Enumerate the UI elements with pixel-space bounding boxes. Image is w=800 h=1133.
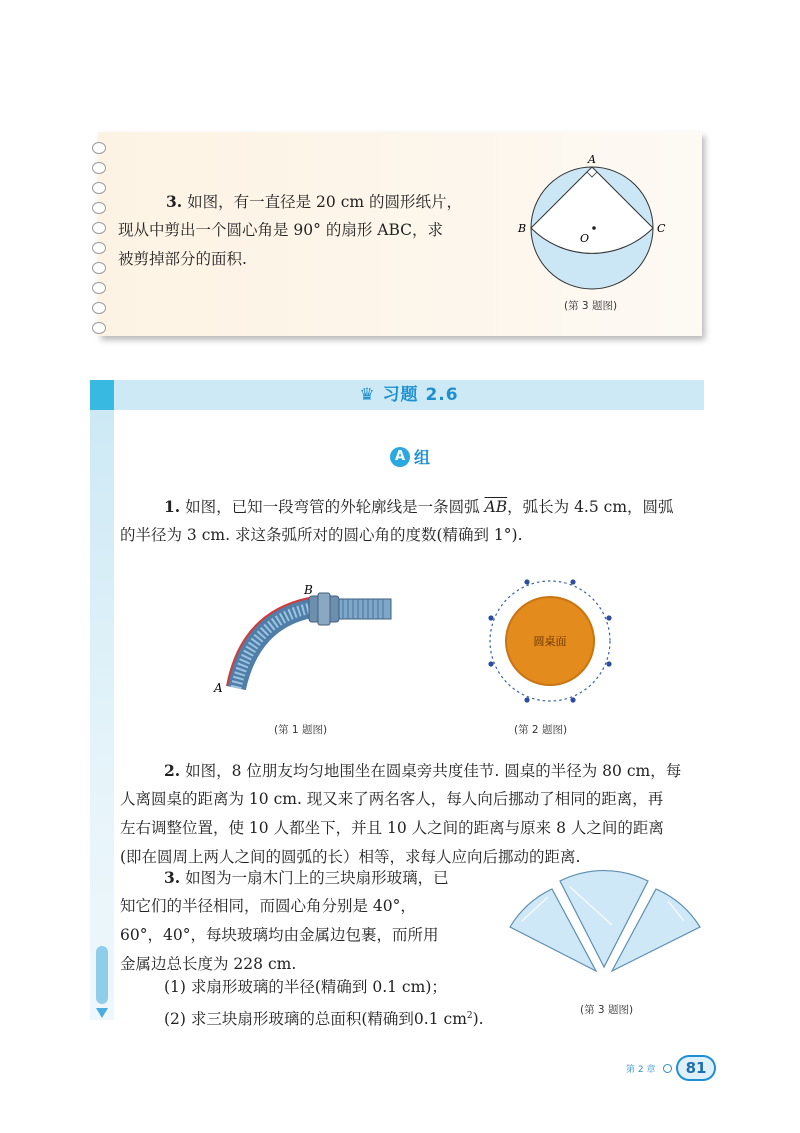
exercise-banner — [114, 380, 704, 410]
binder-ring — [92, 242, 106, 254]
binder-ring — [92, 222, 106, 234]
side-scroll-thumb — [96, 946, 108, 1004]
group-label: 组 — [414, 448, 431, 467]
problem3-sub2 — [164, 1002, 484, 1034]
guest-seat — [570, 697, 575, 702]
problem3-sub2-sup: 2 — [466, 1011, 473, 1021]
problem3-text: 如图为一扇木门上的三块扇形玻璃，已 — [180, 869, 449, 887]
binder-ring — [92, 182, 106, 194]
guest-seat — [524, 697, 529, 702]
problem3-number: 3. — [164, 868, 181, 887]
binder-ring — [92, 202, 106, 214]
circle-icon — [663, 1064, 672, 1073]
figure1-caption: (第 1 题图) — [274, 724, 328, 736]
side-strip — [90, 410, 114, 1020]
label-c: C — [657, 222, 666, 235]
exercise-title — [114, 380, 704, 410]
problem3-line3: 60°，40°，每块玻璃均由金属边包裹，而所用 — [120, 926, 439, 944]
card-problem-line-2: 现从中剪出一个圆心角是 90° 的扇形 ABC，求 — [118, 221, 443, 239]
problem3-sub2-text: (2) 求三块扇形玻璃的总面积(精确到0.1 cm — [164, 1010, 467, 1029]
card-problem-text: 如图，有一直径是 20 cm 的圆形纸片， — [182, 193, 462, 211]
card-problem-line-3: 被剪掉部分的面积. — [118, 250, 247, 268]
fan-glass-figure — [508, 865, 708, 977]
problem2-line3: 左右调整位置，使 10 人都坐下，并且 10 人之间的距离与原来 8 人之间的距离 — [120, 819, 664, 837]
group-badge: A — [390, 447, 410, 467]
problem2-number: 2. — [164, 761, 181, 780]
down-arrow-icon — [96, 1008, 108, 1018]
problem3-line4: 金属边总长度为 228 cm. — [120, 955, 297, 973]
problem2-line4: (即在圆周上两人之间的圆弧的长）相等，求每人应向后挪动的距离. — [120, 848, 581, 866]
problem1-line2: 的半径为 3 cm. 求这条弧所对的圆心角的度数(精确到 1°). — [120, 526, 523, 544]
binder-ring — [92, 282, 106, 294]
practice-card — [98, 132, 702, 336]
label-o: O — [580, 232, 590, 245]
guest-seat — [606, 661, 611, 666]
round-table-figure — [484, 575, 616, 707]
figure3-caption: (第 3 题图) — [580, 1004, 634, 1016]
bent-pipe-figure — [206, 580, 406, 700]
figure2-caption: (第 2 题图) — [514, 724, 568, 736]
problem1-text-post: ，弧长为 4.5 cm，圆弧 — [507, 498, 674, 516]
sector-abc — [531, 167, 653, 253]
table-label: 圆桌面 — [533, 635, 567, 648]
guest-seat — [570, 579, 575, 584]
problem1-number: 1. — [164, 497, 181, 516]
exercise-title-text: 习题 2.6 — [382, 385, 459, 405]
page-number-badge — [676, 1055, 716, 1081]
binder-ring — [92, 162, 106, 174]
pipe-label-b: B — [304, 583, 313, 597]
label-b: B — [518, 222, 527, 235]
problem3-line1 — [164, 863, 449, 893]
problem2-text: 如图，8 位朋友均匀地围坐在圆桌旁共度佳节. 圆桌的半径为 80 cm，每 — [180, 762, 682, 780]
problem2-line2: 人离圆桌的距离为 10 cm. 现又来了两名客人，每人向后挪动了相同的距离，再 — [120, 790, 664, 808]
problem2-line1 — [164, 756, 681, 786]
problem1-line1 — [164, 492, 674, 522]
page-number: 81 — [678, 1057, 714, 1079]
pipe-nut — [318, 593, 330, 625]
binder-ring — [92, 142, 106, 154]
banner-accent — [90, 380, 114, 410]
card-problem-line-1 — [166, 187, 462, 217]
problem3-sub2-end: ). — [472, 1010, 484, 1029]
guest-seat — [488, 615, 493, 620]
sector-cut-figure — [516, 150, 666, 300]
guest-seat — [524, 579, 529, 584]
arc-ab-label: $\overline{AB}$ — [484, 498, 508, 516]
label-a: A — [588, 153, 596, 166]
binder-ring — [92, 322, 106, 334]
trophy-icon: ♛ — [359, 385, 376, 405]
pipe-label-a: A — [214, 681, 223, 695]
problem3-line2: 知它们的半径相同，而圆心角分别是 40°， — [120, 897, 416, 915]
guest-seat — [606, 615, 611, 620]
binder-ring — [92, 302, 106, 314]
problem1-text-pre: 如图，已知一段弯管的外轮廓线是一条圆弧 — [180, 498, 485, 516]
footer-chapter: 第 2 章 — [626, 1065, 656, 1075]
center-point — [592, 226, 596, 230]
card-figure-caption: (第 3 题图) — [564, 300, 618, 312]
problem3-sub1: (1) 求扇形玻璃的半径(精确到 0.1 cm)； — [164, 978, 447, 996]
card-problem-number: 3. — [166, 192, 183, 211]
binder-ring — [92, 262, 106, 274]
guest-seat — [488, 661, 493, 666]
